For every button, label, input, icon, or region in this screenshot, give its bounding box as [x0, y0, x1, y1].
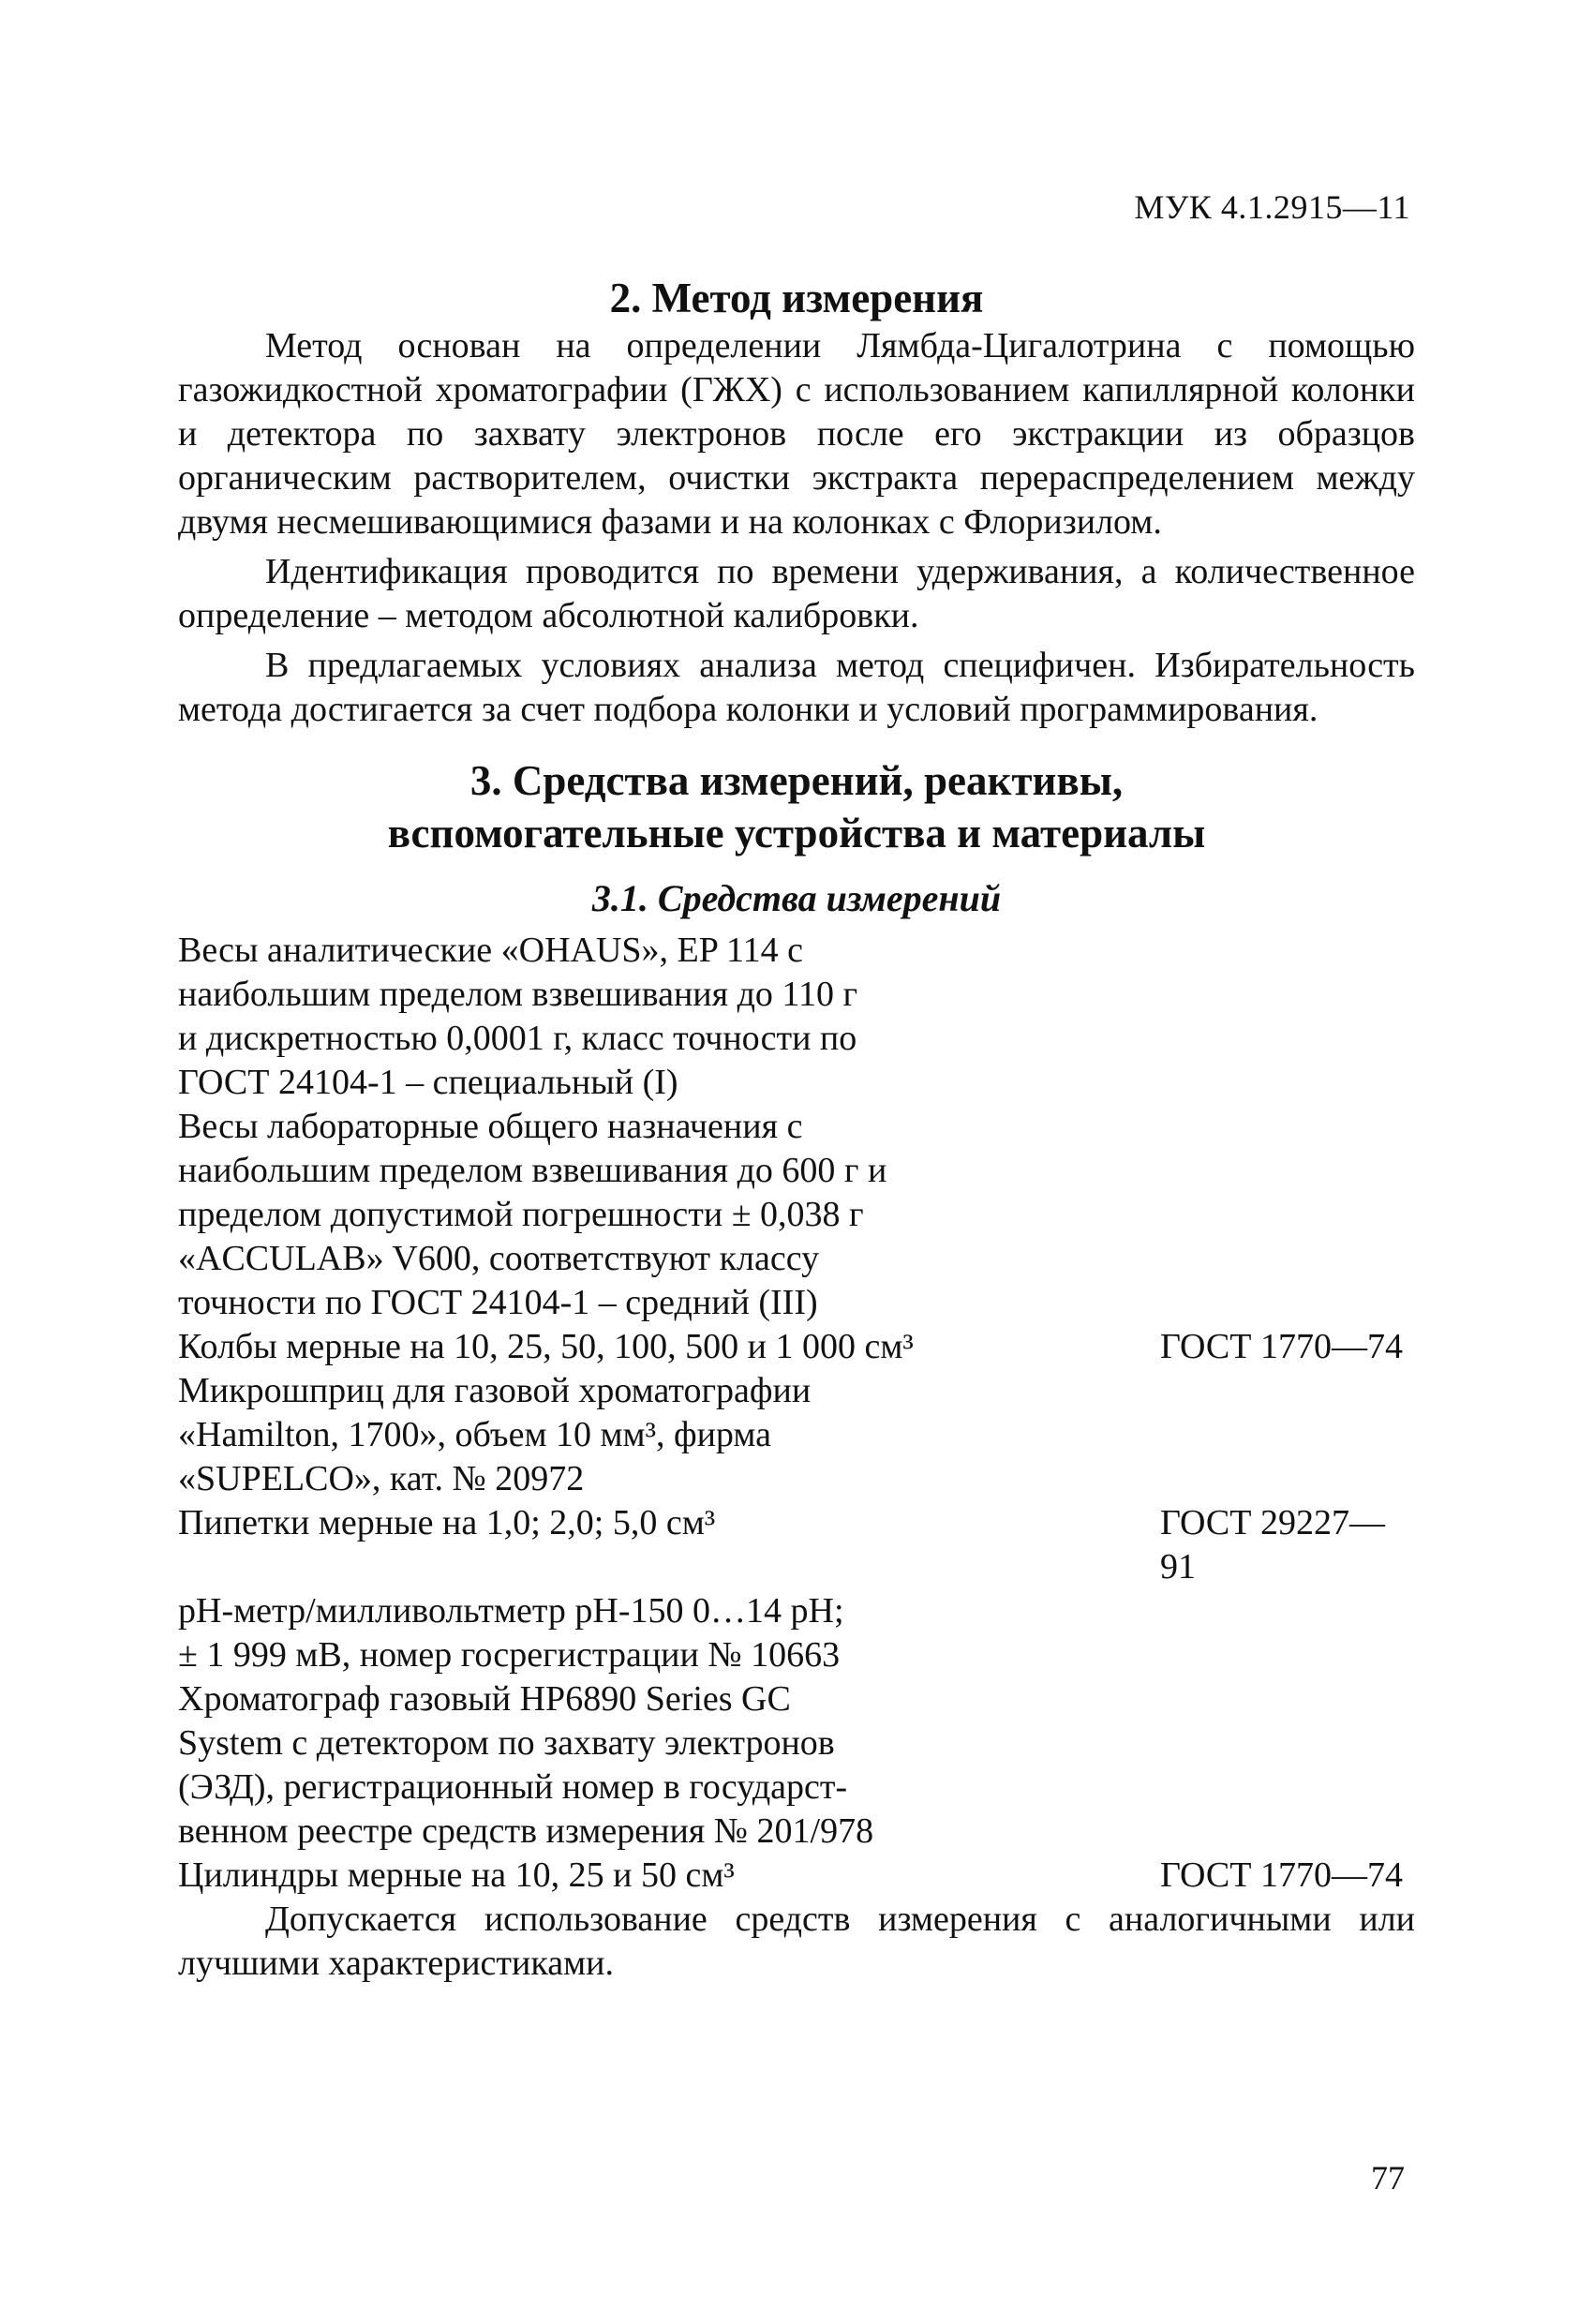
- section-2-paragraph-1: Метод основан на определении Лямбда-Цигалотрина с помощью газожидкостной хроматографии (ГЖХ) с использованием капиллярной колонки и детектора по захвату электронов после его экстракции из образцов органическим растворителем, очистки экстракта перераспределением между двумя несмешивающимися фазами и на колонках с Флоризилом.: [178, 326, 1415, 542]
- item-line: наибольшим пределом взвешивания до 600 г и: [178, 1151, 887, 1190]
- document-code-header: МУК 4.1.2915—11: [1134, 188, 1410, 226]
- item-line: ± 1 999 мВ, номер госрегистрации № 10663: [178, 1635, 841, 1675]
- list-item: [178, 929, 1415, 1105]
- list-item: [178, 1677, 1415, 1854]
- item-line: и дискретностью 0,0001 г, класс точности по: [178, 1019, 857, 1058]
- item-description: [178, 1589, 986, 1677]
- item-line: наибольшим пределом взвешивания до 110 г: [178, 975, 858, 1014]
- item-description: [178, 1854, 986, 1898]
- item-line: System с детектором по захвату электронов: [178, 1723, 835, 1763]
- list-item: [178, 1501, 1415, 1589]
- item-line: Весы лабораторные общего назначения с: [178, 1107, 803, 1146]
- section-3-title: [178, 754, 1415, 859]
- list-item: [178, 1369, 1415, 1501]
- page-number: 77: [1371, 2159, 1405, 2197]
- section-2-paragraph-2: Идентификация проводится по времени удерживания, а количественное определение – методом абсолютной калибровки.: [178, 552, 1415, 635]
- item-description: [178, 1677, 986, 1854]
- subsection-3-1-title: 3.1. Средства измерений: [591, 877, 1002, 919]
- item-line: (ЭЗД), регистрационный номер в государст-: [178, 1767, 848, 1807]
- section-2-title: 2. Метод измерения: [609, 275, 984, 321]
- item-description: [178, 1369, 986, 1501]
- section-2-paragraph-3: В предлагаемых условиях анализа метод специфичен. Избирательность метода достигается за счет подбора колонки и условий программирования.: [178, 646, 1415, 729]
- item-description: [178, 1501, 986, 1545]
- item-line: Микрошприц для газовой хроматографии: [178, 1371, 812, 1410]
- item-standard: ГОСТ 1770—74: [1160, 1327, 1403, 1366]
- section-3-title-line-2: вспомогательные устройства и материалы: [387, 810, 1206, 857]
- item-line: «Hamilton, 1700», объем 10 мм³, фирма: [178, 1415, 772, 1454]
- item-line: ГОСТ 24104-1 – специальный (I): [178, 1063, 678, 1102]
- instruments-note: Допускается использование средств измерения с аналогичными или лучшими характеристиками.: [178, 1899, 1415, 1983]
- item-standard: ГОСТ 1770—74: [1160, 1855, 1403, 1895]
- page-content: [178, 272, 1415, 1986]
- item-description: [178, 1325, 986, 1369]
- measuring-instruments-list: [178, 929, 1415, 1898]
- item-line: точности по ГОСТ 24104-1 – средний (III): [178, 1283, 818, 1322]
- list-item: [178, 1325, 1415, 1369]
- item-line: венном реестре средств измерения № 201/978: [178, 1811, 874, 1851]
- item-line: «ACCULAB» V600, соответствуют классу: [178, 1239, 820, 1278]
- item-line: Пипетки мерные на 1,0; 2,0; 5,0 см³: [178, 1503, 716, 1542]
- item-line: Цилиндры мерные на 10, 25 и 50 см³: [178, 1855, 735, 1895]
- item-line: Хроматограф газовый HP6890 Series GC: [178, 1679, 791, 1719]
- item-line: Весы аналитические «OHAUS», EP 114 с: [178, 931, 803, 970]
- section-3-title-line-1: 3. Средства измерений, реактивы,: [469, 757, 1124, 804]
- item-description: [178, 929, 986, 1105]
- list-item: [178, 1589, 1415, 1677]
- item-description: [178, 1105, 986, 1325]
- list-item: [178, 1105, 1415, 1325]
- item-line: pH-метр/милливольтметр pH-150 0…14 pH;: [178, 1591, 844, 1631]
- item-line: Колбы мерные на 10, 25, 50, 100, 500 и 1 000 см³: [178, 1327, 914, 1366]
- list-item: [178, 1854, 1415, 1898]
- item-line: пределом допустимой погрешности ± 0,038 г: [178, 1195, 864, 1234]
- item-standard: ГОСТ 29227—91: [1160, 1503, 1385, 1587]
- item-line: «SUPELCO», кат. № 20972: [178, 1459, 585, 1498]
